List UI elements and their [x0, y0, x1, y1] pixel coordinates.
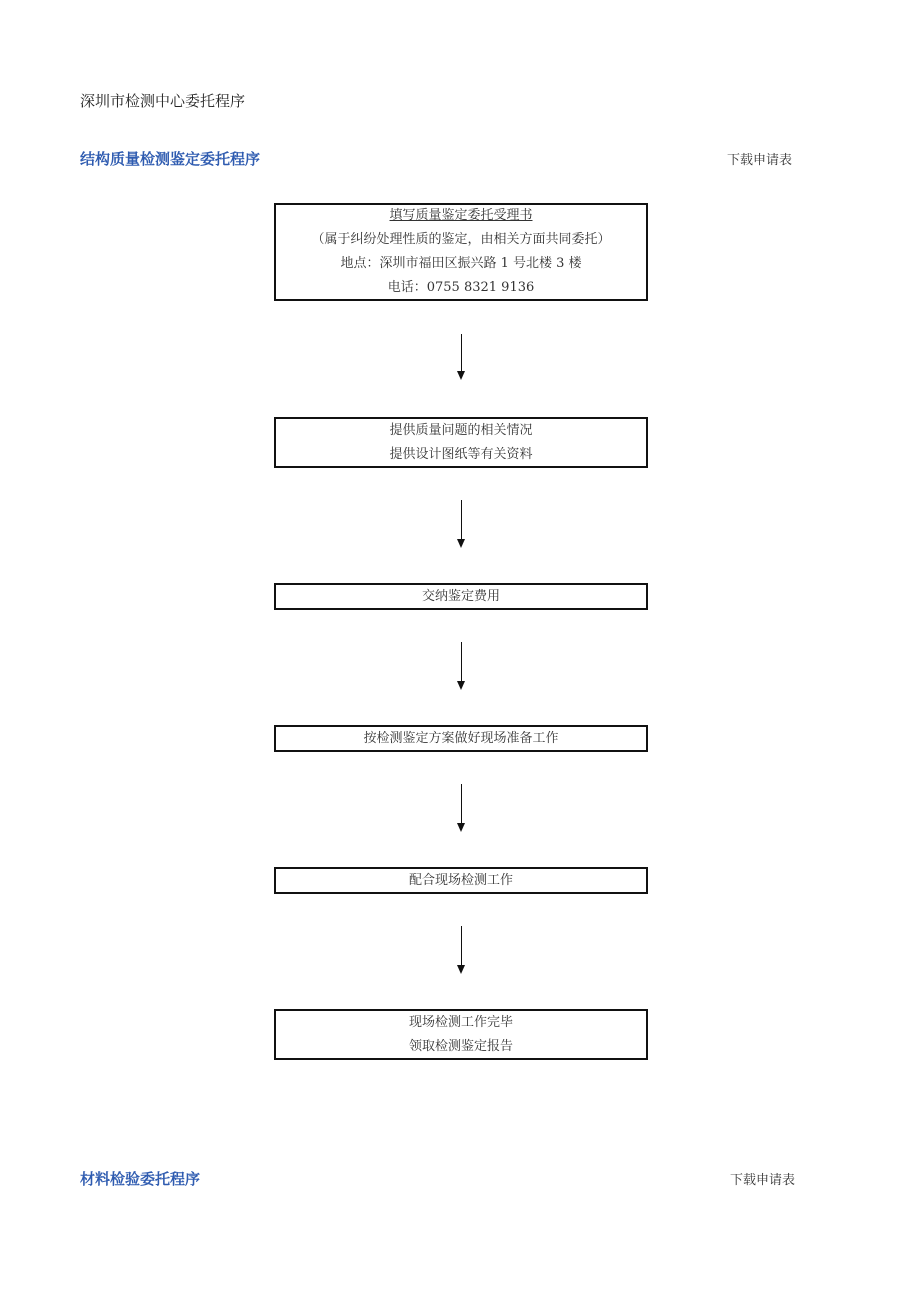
step-1-note: （属于纠纷处理性质的鉴定，由相关方面共同委托）	[311, 232, 611, 247]
flow-arrow-1	[461, 334, 462, 372]
flow-step-collect-report	[274, 1009, 648, 1060]
step-1-title: 填写质量鉴定委托受理书	[389, 208, 533, 223]
flow-step-fill-form	[274, 203, 648, 301]
step-4-line-1: 按检测鉴定方案做好现场准备工作	[363, 730, 559, 746]
flow-step-pay-fee	[274, 583, 648, 610]
download-form-link-materials[interactable]: 下载申请表	[730, 1173, 796, 1188]
flow-arrow-3	[461, 642, 462, 682]
step-1-address: 地点：深圳市福田区振兴路 1 号北楼 3 楼	[340, 256, 582, 271]
step-6-line-1: 现场检测工作完毕	[408, 1014, 513, 1030]
step-3-line-1: 交纳鉴定费用	[421, 588, 500, 604]
section-title-materials: 材料检验委托程序	[80, 1170, 201, 1188]
flow-step-cooperate-inspection	[274, 867, 648, 894]
step-6-line-2: 领取检测鉴定报告	[408, 1038, 513, 1054]
flow-arrow-5	[461, 926, 462, 966]
flow-arrow-4	[461, 784, 462, 824]
download-form-link-structural[interactable]: 下载申请表	[727, 153, 793, 168]
step-2-line-1: 提供质量问题的相关情况	[389, 422, 533, 438]
flow-step-provide-info	[274, 417, 648, 468]
flow-step-site-preparation	[274, 725, 648, 752]
flow-arrow-2	[461, 500, 462, 540]
step-1-phone: 电话：0755 8321 9136	[387, 280, 535, 295]
step-2-line-2: 提供设计图纸等有关资料	[389, 446, 533, 462]
page-header: 深圳市检测中心委托程序	[80, 92, 246, 110]
step-5-line-1: 配合现场检测工作	[408, 872, 513, 888]
section-title-structural: 结构质量检测鉴定委托程序	[80, 150, 261, 168]
